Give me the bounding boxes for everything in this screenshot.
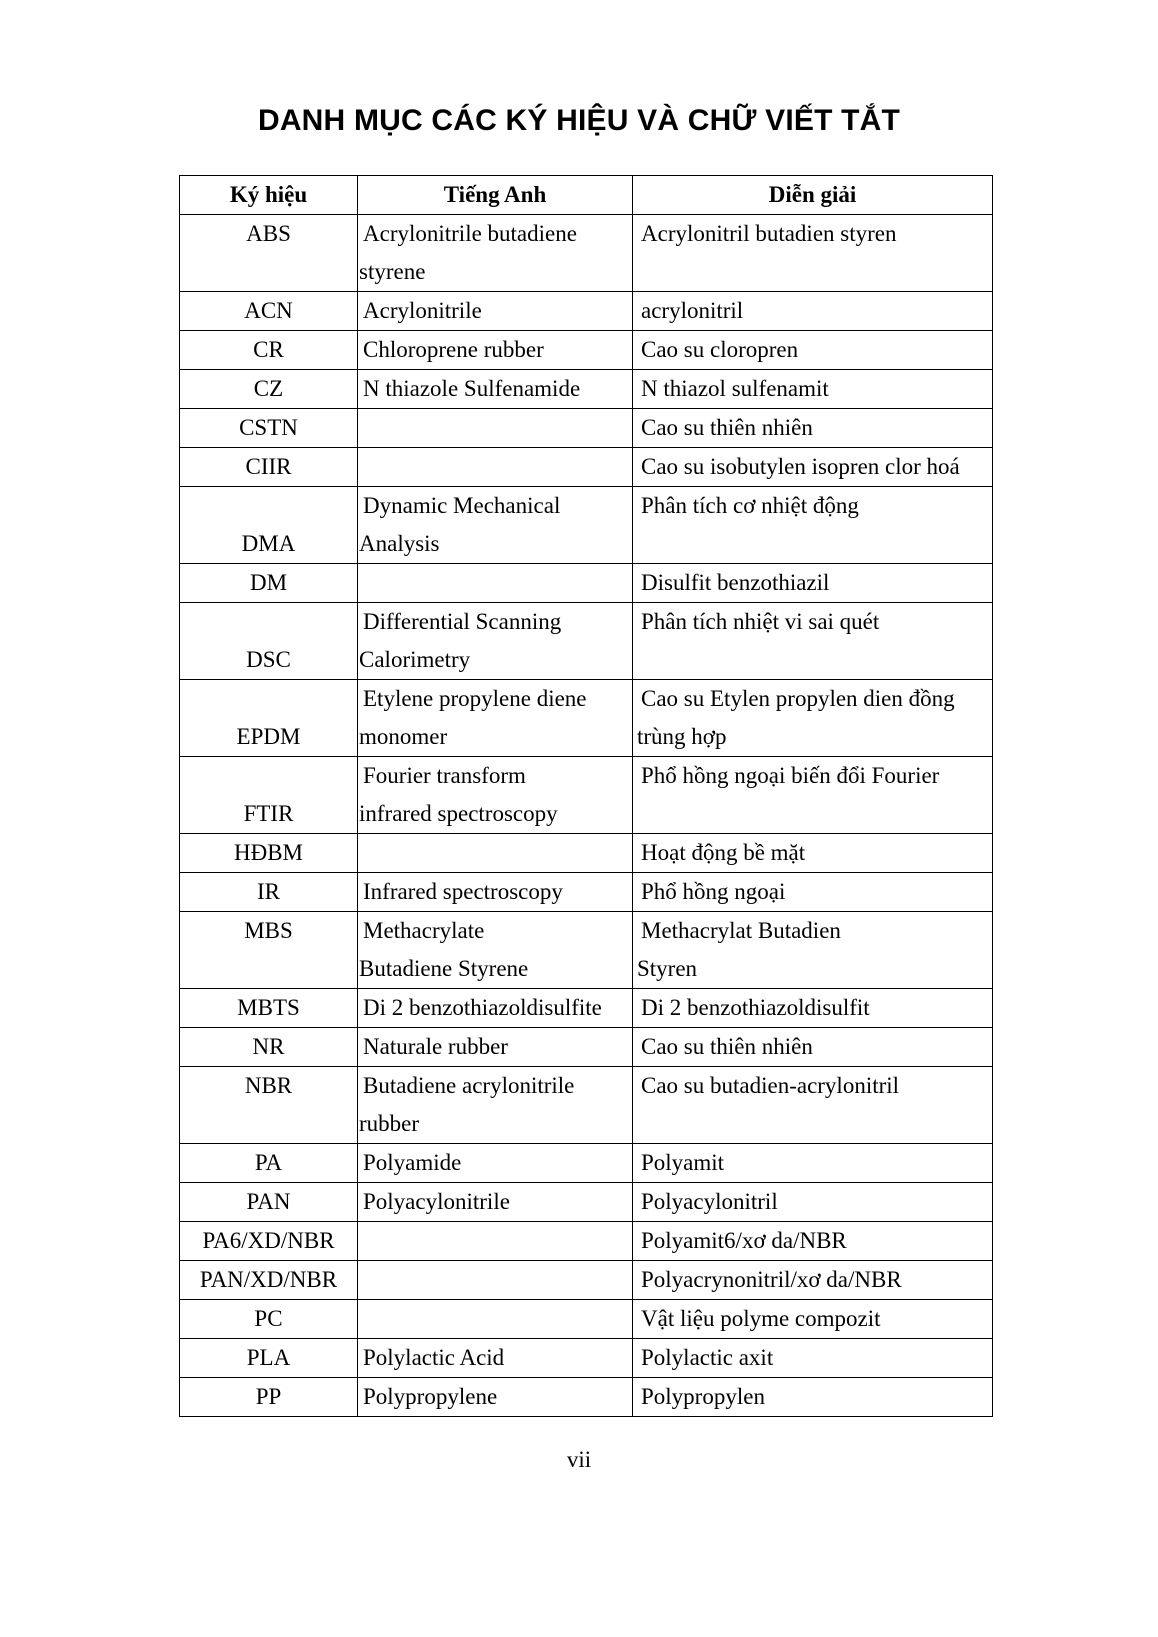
- vietnamese-cell: [633, 873, 993, 912]
- english-cell: [358, 873, 633, 912]
- vietnamese-line-1: Polypropylen: [641, 1384, 765, 1409]
- symbol-cell: IR: [180, 873, 358, 912]
- vietnamese-line-1: Vật liệu polyme compozit: [641, 1306, 881, 1331]
- english-line-2: Calorimetry: [359, 647, 471, 672]
- vietnamese-cell: [633, 834, 993, 873]
- vietnamese-line-1: Polyamit: [641, 1150, 725, 1175]
- vietnamese-line-1: Acrylonitril butadien styren: [641, 221, 897, 246]
- vietnamese-cell: [633, 1300, 993, 1339]
- english-line-1: Polypropylene: [363, 1384, 498, 1409]
- vietnamese-line-1: Cao su cloropren: [641, 337, 799, 362]
- english-cell: [358, 215, 633, 292]
- symbol-cell: PP: [180, 1378, 358, 1417]
- vietnamese-cell: [633, 409, 993, 448]
- symbol-cell: MBTS: [180, 989, 358, 1028]
- symbol-cell: MBS: [180, 912, 358, 989]
- symbol-cell: PAN: [180, 1183, 358, 1222]
- vietnamese-cell: [633, 1067, 993, 1144]
- symbol-cell: CZ: [180, 370, 358, 409]
- table-row: [180, 873, 993, 912]
- vietnamese-cell: [633, 370, 993, 409]
- english-line-1: Naturale rubber: [363, 1034, 508, 1059]
- symbol-cell: PA: [180, 1144, 358, 1183]
- english-cell: [358, 1183, 633, 1222]
- english-line-1: Polylactic Acid: [363, 1345, 505, 1370]
- symbol-cell: DMA: [180, 487, 358, 564]
- vietnamese-cell: [633, 292, 993, 331]
- vietnamese-cell: [633, 912, 993, 989]
- english-line-2: monomer: [359, 724, 448, 749]
- vietnamese-line-1: Polyamit6/xơ da/NBR: [641, 1228, 847, 1253]
- english-line-1: Di 2 benzothiazoldisulfite: [363, 995, 602, 1020]
- english-cell: [358, 912, 633, 989]
- vietnamese-line-1: Cao su isobutylen isopren clor hoá: [641, 454, 960, 479]
- english-line-1: Acrylonitrile butadiene: [363, 221, 577, 246]
- header-vietnamese: Diễn giải: [633, 176, 993, 215]
- english-cell: [358, 834, 633, 873]
- vietnamese-cell: [633, 680, 993, 757]
- table-row: [180, 680, 993, 757]
- table-body: [180, 215, 993, 1417]
- english-line-1: Methacrylate: [363, 918, 485, 943]
- table-row: [180, 834, 993, 873]
- vietnamese-cell: [633, 448, 993, 487]
- english-cell: [358, 448, 633, 487]
- table-row: [180, 1028, 993, 1067]
- english-line-1: Polyamide: [363, 1150, 462, 1175]
- english-cell: [358, 680, 633, 757]
- table-row: [180, 215, 993, 292]
- symbol-cell: PC: [180, 1300, 358, 1339]
- symbol-cell: NBR: [180, 1067, 358, 1144]
- table-row: [180, 409, 993, 448]
- symbol-cell: DSC: [180, 603, 358, 680]
- table-row: [180, 1300, 993, 1339]
- vietnamese-line-1: N thiazol sulfenamit: [641, 376, 829, 401]
- symbol-cell: FTIR: [180, 757, 358, 834]
- english-line-1: Differential Scanning: [363, 609, 562, 634]
- vietnamese-cell: [633, 1378, 993, 1417]
- header-symbol: Ký hiệu: [180, 176, 358, 215]
- vietnamese-line-1: Cao su thiên nhiên: [641, 415, 813, 440]
- symbol-cell: ACN: [180, 292, 358, 331]
- vietnamese-cell: [633, 215, 993, 292]
- english-line-1: [358, 1300, 632, 1338]
- vietnamese-line-1: Polylactic axit: [641, 1345, 774, 1370]
- english-cell: [358, 757, 633, 834]
- english-line-1: [358, 448, 632, 486]
- vietnamese-line-2: trùng hợp: [637, 724, 727, 749]
- symbol-cell: CSTN: [180, 409, 358, 448]
- table-row: [180, 1222, 993, 1261]
- table-row: [180, 370, 993, 409]
- vietnamese-line-1: Phân tích cơ nhiệt động: [641, 493, 859, 518]
- vietnamese-line-1: Polyacylonitril: [641, 1189, 778, 1214]
- english-cell: [358, 1339, 633, 1378]
- table-row: [180, 1339, 993, 1378]
- table-row: [180, 912, 993, 989]
- vietnamese-line-1: Polyacrynonitril/xơ da/NBR: [641, 1267, 902, 1292]
- table-row: [180, 1378, 993, 1417]
- english-line-2: rubber: [359, 1111, 420, 1136]
- english-cell: [358, 1300, 633, 1339]
- english-line-2: styrene: [359, 259, 426, 284]
- table-row: [180, 331, 993, 370]
- english-cell: [358, 370, 633, 409]
- vietnamese-cell: [633, 989, 993, 1028]
- symbol-cell: PLA: [180, 1339, 358, 1378]
- symbol-cell: CR: [180, 331, 358, 370]
- english-cell: [358, 409, 633, 448]
- symbol-cell: DM: [180, 564, 358, 603]
- symbol-cell: PAN/XD/NBR: [180, 1261, 358, 1300]
- vietnamese-line-1: Disulfit benzothiazil: [641, 570, 830, 595]
- vietnamese-line-1: Cao su butadien-acrylonitril: [641, 1073, 900, 1098]
- english-cell: [358, 331, 633, 370]
- english-cell: [358, 1028, 633, 1067]
- english-line-1: Polyacylonitrile: [363, 1189, 510, 1214]
- english-line-1: Etylene propylene diene: [363, 686, 587, 711]
- english-cell: [358, 1144, 633, 1183]
- vietnamese-line-1: Hoạt động bề mặt: [641, 840, 806, 865]
- english-line-1: Acrylonitrile: [363, 298, 482, 323]
- vietnamese-cell: [633, 1183, 993, 1222]
- vietnamese-cell: [633, 1222, 993, 1261]
- vietnamese-cell: [633, 603, 993, 680]
- table-row: [180, 1183, 993, 1222]
- vietnamese-line-1: Phân tích nhiệt vi sai quét: [641, 609, 880, 634]
- english-cell: [358, 487, 633, 564]
- symbol-cell: NR: [180, 1028, 358, 1067]
- vietnamese-line-1: Cao su Etylen propylen dien đồng: [641, 686, 955, 711]
- table-row: [180, 1067, 993, 1144]
- english-cell: [358, 1378, 633, 1417]
- page-number: vii: [566, 1447, 592, 1472]
- header-english: Tiếng Anh: [358, 176, 633, 215]
- english-line-1: Infrared spectroscopy: [363, 879, 563, 904]
- english-line-2: infrared spectroscopy: [359, 801, 558, 826]
- english-cell: [358, 1222, 633, 1261]
- vietnamese-line-1: Di 2 benzothiazoldisulfit: [641, 995, 870, 1020]
- abbreviation-table: [179, 175, 993, 1417]
- table-row: [180, 1261, 993, 1300]
- english-cell: [358, 603, 633, 680]
- table-row: [180, 757, 993, 834]
- symbol-cell: CIIR: [180, 448, 358, 487]
- vietnamese-line-1: Methacrylat Butadien: [641, 918, 841, 943]
- vietnamese-cell: [633, 1339, 993, 1378]
- vietnamese-cell: [633, 1261, 993, 1300]
- symbol-cell: PA6/XD/NBR: [180, 1222, 358, 1261]
- vietnamese-cell: [633, 487, 993, 564]
- english-line-1: Butadiene acrylonitrile: [363, 1073, 575, 1098]
- vietnamese-cell: [633, 564, 993, 603]
- vietnamese-line-1: Cao su thiên nhiên: [641, 1034, 813, 1059]
- english-line-1: [358, 1222, 632, 1260]
- header-row: [180, 176, 993, 215]
- vietnamese-line-1: acrylonitril: [641, 298, 744, 323]
- page-title: DANH MỤC CÁC KÝ HIỆU VÀ CHỮ VIẾT TẮT: [257, 104, 901, 137]
- table-row: [180, 292, 993, 331]
- table-header: [180, 176, 993, 215]
- vietnamese-cell: [633, 1028, 993, 1067]
- table-row: [180, 487, 993, 564]
- english-line-1: [358, 1261, 632, 1299]
- vietnamese-cell: [633, 1144, 993, 1183]
- english-line-1: [358, 564, 632, 602]
- english-cell: [358, 1261, 633, 1300]
- symbol-cell: EPDM: [180, 680, 358, 757]
- english-line-1: N thiazole Sulfenamide: [363, 376, 581, 401]
- english-cell: [358, 989, 633, 1028]
- vietnamese-line-1: Phổ hồng ngoại biến đổi Fourier: [641, 763, 940, 788]
- english-line-2: Analysis: [359, 531, 440, 556]
- english-cell: [358, 564, 633, 603]
- symbol-cell: ABS: [180, 215, 358, 292]
- vietnamese-line-2: Styren: [637, 956, 698, 981]
- table-row: [180, 564, 993, 603]
- english-line-2: Butadiene Styrene: [359, 956, 529, 981]
- english-cell: [358, 1067, 633, 1144]
- vietnamese-cell: [633, 757, 993, 834]
- english-line-1: [358, 834, 632, 872]
- vietnamese-cell: [633, 331, 993, 370]
- symbol-cell: HĐBM: [180, 834, 358, 873]
- table-row: [180, 1144, 993, 1183]
- table-row: [180, 448, 993, 487]
- english-line-1: Fourier transform: [363, 763, 526, 788]
- english-cell: [358, 292, 633, 331]
- table-row: [180, 989, 993, 1028]
- table-row: [180, 603, 993, 680]
- vietnamese-line-1: Phổ hồng ngoại: [641, 879, 786, 904]
- english-line-1: Chloroprene rubber: [363, 337, 544, 362]
- english-line-1: [358, 409, 632, 447]
- english-line-1: Dynamic Mechanical: [363, 493, 561, 518]
